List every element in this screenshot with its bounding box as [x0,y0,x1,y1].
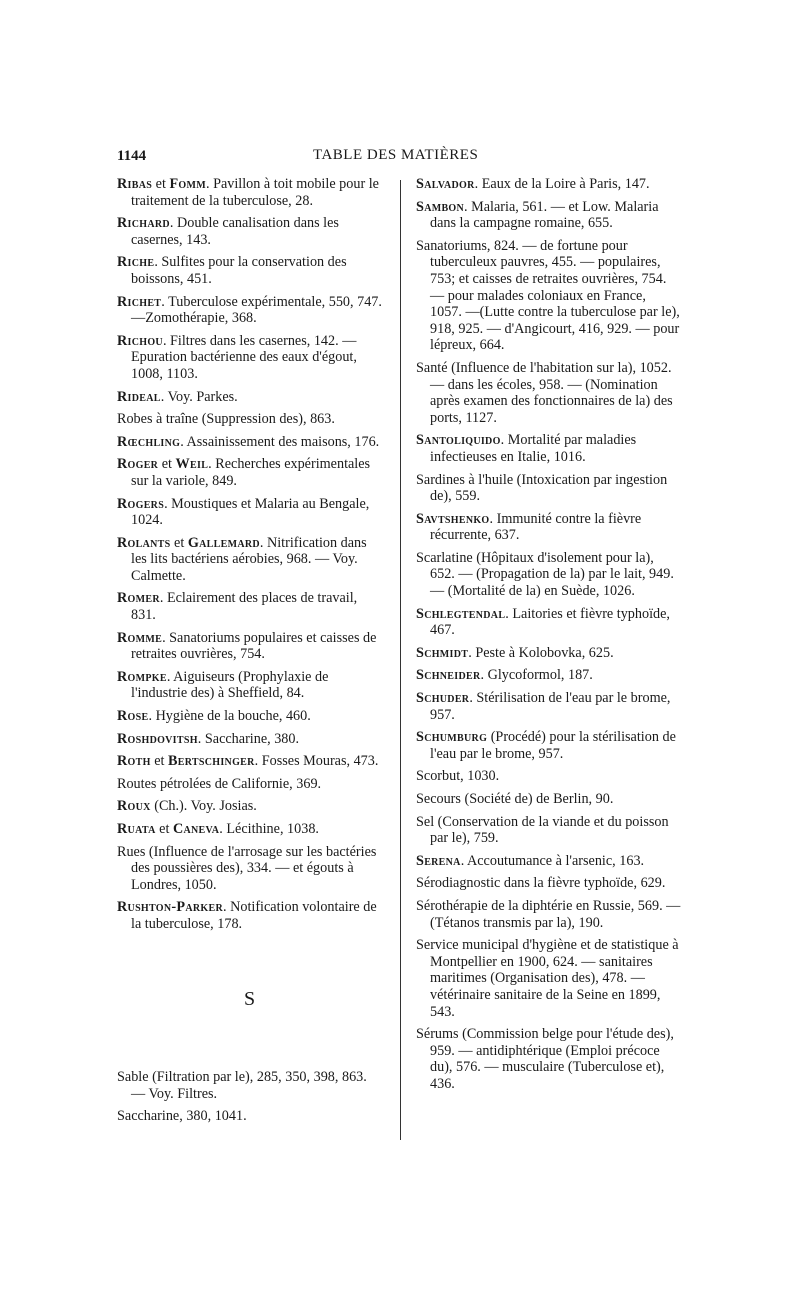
entry-text: Sérodiagnostic dans la fièvre typhoïde, 629. [416,875,666,892]
entry-text: Sable (Filtration par le), 285, 350, 398, 863. — Voy. Filtres. [117,1069,367,1102]
left-column [117,176,382,1131]
index-entry [416,667,681,684]
entry-head2: Caneva [172,821,220,837]
index-entry [117,899,382,932]
entry-head: Roger [117,456,159,473]
index-entry [416,360,681,426]
entry-text: . Sulfites pour la conservation des boissons, 451. [131,254,347,287]
index-entry [416,768,681,785]
entry-mid: et [150,753,169,770]
index-entry [117,821,382,838]
entry-text: . Filtres dans les casernes, 142. — Epuration bactérienne des eaux d'égout, 1008, 1103. [131,332,357,382]
entry-text: . Lécithine, 1038. [219,821,319,837]
entry-text: . Tuberculose expérimentale, 550, 747. —Zomothérapie, 368. [131,293,382,327]
entry-text: . Stérilisation de l'eau par le brome, 957. [430,690,671,723]
entry-text: . Eclairement des places de travail, 831. [131,590,358,624]
index-entry [416,606,681,639]
section-letter: S [243,987,256,1010]
entry-text: Scorbut, 1030. [416,768,500,785]
entry-text: Scarlatine (Hôpitaux d'isolement pour la), 652. — (Propagation de la) par le lait, 949. — (Mortalité de la) en Suède, 1026. [416,549,674,600]
entry-text: . Notification volontaire de la tuberculose, 178. [131,899,377,932]
page-number: 1144 [117,148,147,164]
index-entry [416,690,681,723]
entry-text: Santé (Influence de l'habitation sur la), 1052. — dans les écoles, 958. — (Nomination après examen des fonctionnaires de la) des ports, 1127. [416,359,673,426]
index-entry [416,937,681,1020]
entry-head: Schlegtendal [416,605,506,622]
entry-head2: Weil [175,456,209,473]
entry-head: Santoliquido [416,432,501,449]
left-entries-a [117,176,382,933]
index-entry [416,550,681,600]
index-entry [117,1069,382,1102]
entry-head: Schmidt [416,644,469,661]
index-entry [416,176,681,193]
index-entry [416,511,681,544]
entry-mid: et [170,534,188,551]
entry-text: (Procédé) pour la stérilisation de l'eau par le brome, 957. [430,729,676,762]
entry-head: Salvador [416,176,475,192]
entry-mid: et [152,176,170,192]
index-entry [416,645,681,662]
entry-head: Rose [117,708,149,725]
index-entry [117,411,382,428]
index-entry [117,1108,382,1125]
index-entry [117,708,382,725]
index-entry [416,199,681,232]
entry-text: . Voy. Parkes. [160,388,238,405]
index-entry [117,176,382,209]
entry-text: Rues (Influence de l'arrosage sur les bactéries des poussières des), 334. — et égouts à Londres, 1050. [117,843,377,893]
entry-text: . Moustiques et Malaria au Bengale, 1024. [131,495,370,529]
index-entry [416,875,681,892]
index-entry [117,844,382,894]
entry-text: . Assainissement des maisons, 176. [180,433,380,450]
index-entry [117,294,382,327]
entry-head: Richou [117,332,163,349]
entry-head2: Fomm [169,176,206,192]
entry-head: Sambon [416,198,465,215]
entry-text: . Sanatoriums populaires et caisses de retraites ouvrières, 754. [131,629,377,663]
entry-head: Serena [416,852,461,869]
entry-text: . Glycoformol, 187. [480,667,593,684]
index-entry [416,853,681,870]
entry-head: Riche [117,254,155,271]
index-entry [416,238,681,354]
entry-text: . Immunité contre la fièvre récurrente, 637. [430,510,642,544]
entry-head: Romer [117,590,160,607]
index-entry [416,432,681,465]
index-entry [416,814,681,847]
entry-head: Ruata [117,821,156,837]
index-entry [117,215,382,248]
entry-mid: et [155,821,173,837]
entry-text: Sardines à l'huile (Intoxication par ingestion de), 559. [416,471,668,505]
index-entry [117,669,382,702]
index-entry [117,776,382,793]
entry-head: Schuder [416,690,470,707]
entry-head2: Gallemard [187,534,260,551]
entry-text: . Double canalisation dans les casernes, 143. [131,215,339,248]
left-entries-b [117,1069,382,1125]
index-entry [117,731,382,748]
entry-head: Rolants [117,534,171,551]
entry-head: Rompke [117,668,167,685]
entry-head: Rushton-Parker [117,899,224,916]
right-column [416,176,681,1099]
entry-head: Savtshenko [416,510,490,527]
index-entry [117,389,382,406]
index-entry [416,729,681,762]
entry-head: Romme [117,629,163,646]
index-entry [117,590,382,623]
entry-text: . Hygiène de la bouche, 460. [148,708,311,725]
index-entry [416,1026,681,1092]
entry-head: Ribas [117,176,153,192]
entry-text: . Pavillon à toit mobile pour le traitement de la tuberculose, 28. [131,176,379,209]
entry-head: Rogers [117,495,165,512]
entry-head: Richet [117,293,162,310]
entry-head: Schumburg [416,729,488,746]
entry-text: . Malaria, 561. — et Low. Malaria dans la campagne romaine, 655. [430,198,659,232]
index-entry [117,496,382,529]
entry-text: (Ch.). Voy. Josias. [150,798,257,815]
entry-text: . Recherches expérimentales sur la variole, 849. [131,456,371,489]
index-entry [117,434,382,451]
entry-mid: et [158,456,176,473]
entry-head: Rœchling [117,433,181,450]
entry-text: Sérothérapie de la diphtérie en Russie, 569. — (Tétanos transmis par la), 190. [416,897,681,931]
index-entry [117,333,382,383]
entry-text: . Saccharine, 380. [197,730,300,747]
entry-head: Roth [117,753,151,770]
entry-text: Sel (Conservation de la viande et du poisson par le), 759. [416,813,669,847]
entry-text: . Aiguiseurs (Prophylaxie de l'industrie des) à Sheffield, 84. [131,668,329,702]
index-entry [117,798,382,815]
index-entry [117,535,382,585]
entry-text: . Laitories et fièvre typhoïde, 467. [430,605,670,639]
entry-text: . Mortalité par maladies infectieuses en Italie, 1016. [430,432,637,465]
entry-text: . Nitrification dans les lits bactériens aérobies, 968. — Voy. Calmette. [131,534,367,584]
entry-text: . Accoutumance à l'arsenic, 163. [460,852,645,869]
index-entry [117,630,382,663]
entry-text: Saccharine, 380, 1041. [117,1108,247,1125]
entry-text: Routes pétrolées de Californie, 369. [117,775,322,792]
index-entry [117,456,382,489]
index-entry [117,254,382,287]
running-title: TABLE DES MATIÈRES [313,147,479,163]
entry-head2: Bertschinger [168,753,255,770]
entry-text: Sanatoriums, 824. — de fortune pour tuberculeux pauvres, 455. — populaires, 753; et caisses de retraites ouvrières, 754. — pour malades coloniaux en France, 1057. —(Lutte contre la tuberculose par le), 918, 925. — d'Angicourt, 416, 929. — pour lépreux, 664. [416,237,680,354]
entry-text: . Fosses Mouras, 473. [254,753,379,770]
entry-text: Secours (Société de) de Berlin, 90. [416,791,614,807]
entry-head: Schneider [416,667,481,684]
entry-head: Roshdovitsh [117,730,198,747]
column-divider [400,180,401,1140]
index-entry [416,791,681,808]
index-entry [416,472,681,505]
entry-text: Service municipal d'hygiène et de statistique à Montpellier en 1900, 624. — sanitaires maritimes (Organisation des), 478. — vétérinaire sanitaire de la Seine en 1899, 543. [416,937,679,1020]
entry-text: . Peste à Kolobovka, 625. [468,644,614,661]
entry-head: Rideal [117,388,161,405]
entry-text: . Eaux de la Loire à Paris, 147. [474,176,650,192]
entry-head: Richard [117,215,170,232]
entry-head: Roux [117,798,151,815]
entry-text: Robes à traîne (Suppression des), 863. [117,411,335,428]
index-entry [117,753,382,770]
entry-text: Sérums (Commission belge pour l'étude des), 959. — antidiphtérique (Emploi précoce du), 576. — musculaire (Tuberculose et), 436. [416,1026,674,1092]
index-entry [416,898,681,931]
